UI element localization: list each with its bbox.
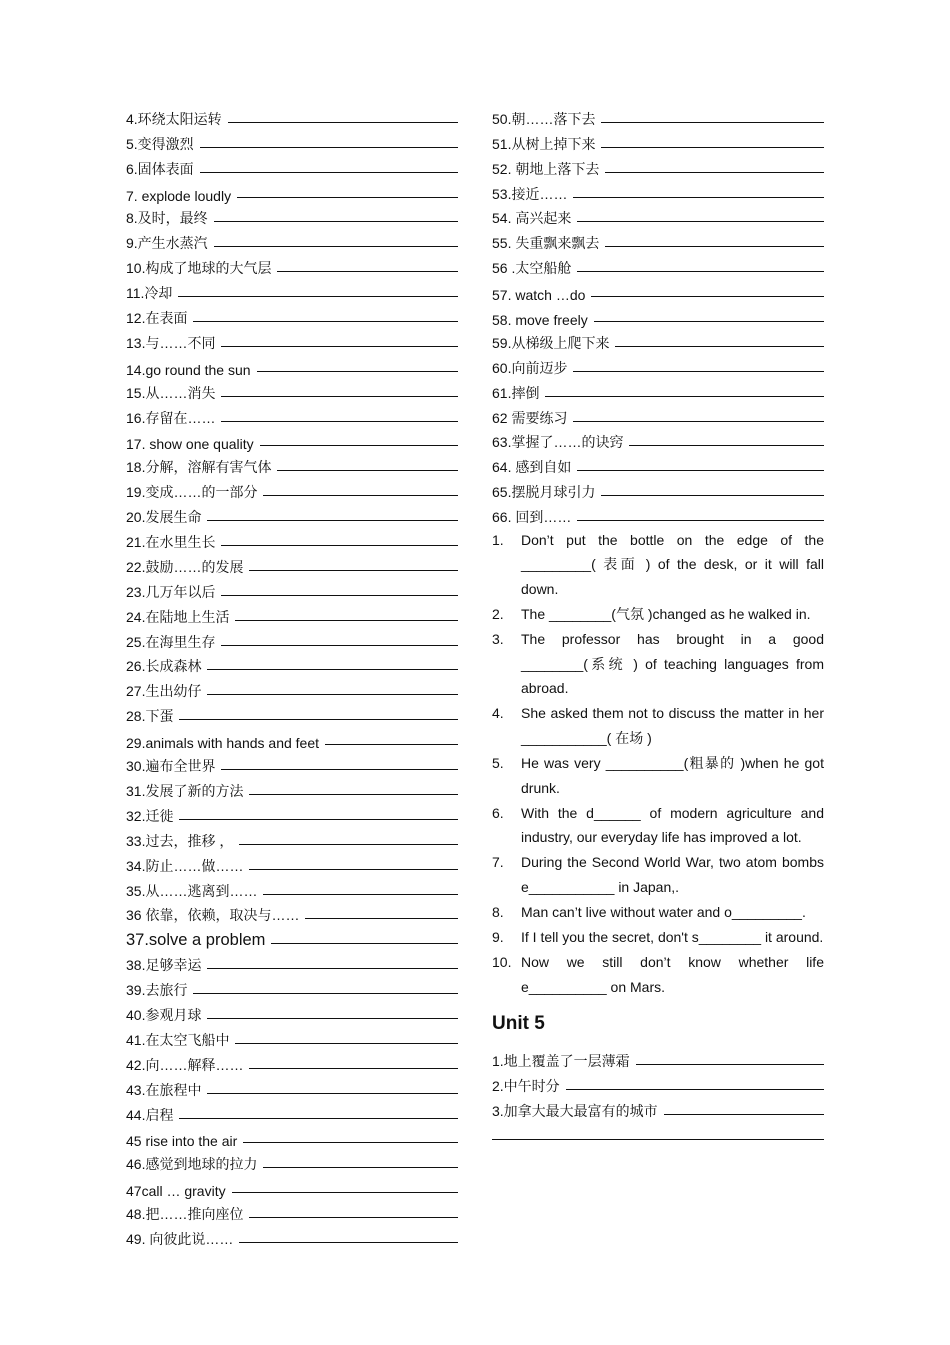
answer-blank[interactable] <box>249 794 458 795</box>
phrase-row <box>126 602 458 627</box>
sentence-item <box>492 950 824 999</box>
answer-blank[interactable] <box>260 445 458 446</box>
answer-blank[interactable] <box>594 321 824 322</box>
sentence-number: 5. <box>492 754 504 771</box>
phrase-row <box>126 776 458 801</box>
phrase-row <box>126 577 458 602</box>
phrase-row <box>126 104 458 129</box>
phrase-row <box>126 378 458 403</box>
sentence-item <box>492 602 824 627</box>
phrase-row <box>492 253 824 278</box>
sentence-item <box>492 801 824 850</box>
sentence-item <box>492 627 824 701</box>
phrase-label: 57. watch …do <box>492 287 586 304</box>
sentence-number: 1. <box>492 531 504 548</box>
answer-blank[interactable] <box>577 470 824 471</box>
sentence-text: During the Second World War, two atom bombs e___________ in Japan,. <box>521 854 824 895</box>
phrase-row <box>126 1025 458 1050</box>
phrase-row <box>492 477 824 502</box>
phrase-row <box>126 1000 458 1025</box>
unit-phrase-list <box>492 1046 824 1146</box>
phrase-label: 26.长成森林 <box>126 658 202 675</box>
answer-blank[interactable] <box>573 197 824 198</box>
phrase-row <box>126 876 458 901</box>
sentence-item <box>492 925 824 950</box>
phrase-label: 4.环绕太阳运转 <box>126 110 222 127</box>
answer-blank[interactable] <box>605 172 824 173</box>
phrase-row <box>492 1096 824 1121</box>
answer-blank[interactable] <box>263 1167 458 1168</box>
phrase-label: 49. 向彼此说…… <box>126 1230 234 1247</box>
answer-blank[interactable] <box>545 396 824 397</box>
phrase-label: 47call … gravity <box>126 1183 226 1200</box>
phrase-label: 46.感觉到地球的拉力 <box>126 1156 258 1173</box>
sentence-number: 7. <box>492 854 504 871</box>
answer-blank[interactable] <box>214 246 458 247</box>
phrase-label: 32.迁徙 <box>126 807 174 824</box>
phrase-label: 36 依靠，依赖，取决与…… <box>126 907 300 924</box>
phrase-label: 63.掌握了……的诀窍 <box>492 434 624 451</box>
answer-blank[interactable] <box>492 1139 824 1140</box>
phrase-label: 22.鼓励……的发展 <box>126 558 244 575</box>
answer-blank[interactable] <box>221 396 458 397</box>
answer-blank[interactable] <box>207 968 458 969</box>
phrase-row <box>126 154 458 179</box>
answer-blank[interactable] <box>179 1118 458 1119</box>
phrase-row <box>492 328 824 353</box>
answer-blank[interactable] <box>221 595 458 596</box>
phrase-label: 8.及时，最终 <box>126 210 208 227</box>
phrase-row <box>126 328 458 353</box>
phrase-row <box>126 228 458 253</box>
answer-blank[interactable] <box>243 1142 458 1143</box>
sentence-text: The professor has brought in a good ________(系统 ) of teaching languages from abroad. <box>521 631 824 697</box>
phrase-row <box>492 228 824 253</box>
phrase-row <box>126 1224 458 1249</box>
phrase-row <box>126 1199 458 1224</box>
sentence-number: 10. <box>492 954 512 971</box>
answer-blank[interactable] <box>566 1089 824 1090</box>
phrase-label: 10.构成了地球的大气层 <box>126 260 272 277</box>
answer-blank[interactable] <box>605 246 824 247</box>
sentence-text: She asked them not to discuss the matter in her ___________( 在场 ) <box>521 705 824 746</box>
phrase-label: 41.在太空飞船中 <box>126 1031 230 1048</box>
phrase-label: 21.在水里生长 <box>126 534 216 551</box>
answer-blank[interactable] <box>179 819 458 820</box>
phrase-label: 59.从梯级上爬下来 <box>492 334 610 351</box>
phrase-row <box>126 253 458 278</box>
phrase-label: 60.向前迈步 <box>492 359 568 376</box>
sentence-item <box>492 850 824 899</box>
answer-blank[interactable] <box>221 421 458 422</box>
phrase-row <box>126 701 458 726</box>
phrase-row <box>126 751 458 776</box>
phrase-label: 52. 朝地上落下去 <box>492 160 600 177</box>
phrase-label: 34.防止……做…… <box>126 857 244 874</box>
answer-blank[interactable] <box>200 172 458 173</box>
answer-blank[interactable] <box>207 669 458 670</box>
answer-blank[interactable] <box>305 918 458 919</box>
answer-blank[interactable] <box>249 1068 458 1069</box>
answer-blank[interactable] <box>221 545 458 546</box>
phrase-row <box>126 278 458 303</box>
phrase-label: 15.从……消失 <box>126 384 216 401</box>
phrase-label: 54. 高兴起来 <box>492 210 572 227</box>
phrase-row <box>492 1046 824 1071</box>
phrase-row <box>492 104 824 129</box>
phrase-row <box>492 403 824 428</box>
phrase-label: 6.固体表面 <box>126 160 194 177</box>
phrase-row <box>126 403 458 428</box>
sentence-text: He was very __________(粗暴的 )when he got drunk. <box>521 754 824 796</box>
phrase-row <box>126 851 458 876</box>
phrase-row <box>492 129 824 154</box>
phrase-label: 1.地上覆盖了一层薄霜 <box>492 1053 630 1070</box>
phrase-label: 33.过去，推移 ， <box>126 832 234 849</box>
phrase-row <box>492 428 824 453</box>
phrase-row <box>126 303 458 328</box>
phrase-row <box>492 378 824 403</box>
phrase-label: 24.在陆地上生活 <box>126 608 230 625</box>
phrase-row <box>492 452 824 477</box>
phrase-row <box>126 801 458 826</box>
answer-blank[interactable] <box>257 371 458 372</box>
sentence-item <box>492 528 824 602</box>
phrase-label: 51.从树上掉下来 <box>492 135 596 152</box>
phrase-row <box>492 353 824 378</box>
phrase-row <box>126 1075 458 1100</box>
phrase-label: 18.分解，溶解有害气体 <box>126 459 272 476</box>
phrase-row <box>126 1174 458 1199</box>
answer-blank[interactable] <box>325 744 458 745</box>
answer-blank[interactable] <box>249 869 458 870</box>
sentence-number: 2. <box>492 605 504 622</box>
phrase-row <box>126 1125 458 1150</box>
answer-blank[interactable] <box>615 346 824 347</box>
answer-blank[interactable] <box>221 769 458 770</box>
phrase-row <box>126 950 458 975</box>
answer-blank[interactable] <box>629 445 824 446</box>
phrase-label: 58. move freely <box>492 312 588 329</box>
phrase-row <box>492 502 824 527</box>
sentence-text: If I tell you the secret, don't s________ it around. <box>521 929 824 946</box>
answer-blank[interactable] <box>577 271 824 272</box>
phrase-row <box>126 452 458 477</box>
phrase-label: 28.下蛋 <box>126 708 174 725</box>
phrase-row <box>126 826 458 851</box>
phrase-label: 20.发展生命 <box>126 509 202 526</box>
answer-blank[interactable] <box>577 221 824 222</box>
phrase-label: 53.接近…… <box>492 185 568 202</box>
phrase-label: 12.在表面 <box>126 310 188 327</box>
answer-blank[interactable] <box>235 620 458 621</box>
answer-blank[interactable] <box>664 1114 824 1115</box>
phrase-label: 31.发展了新的方法 <box>126 782 244 799</box>
answer-blank[interactable] <box>232 1192 458 1193</box>
phrase-label: 14.go round the sun <box>126 361 251 378</box>
sentence-number: 4. <box>492 705 504 722</box>
answer-blank[interactable] <box>249 1217 458 1218</box>
answer-blank[interactable] <box>178 296 458 297</box>
sentence-text: Man can’t live without water and o_________. <box>521 904 806 921</box>
answer-blank[interactable] <box>207 694 458 695</box>
sentence-number: 3. <box>492 631 504 648</box>
phrase-row <box>126 552 458 577</box>
phrase-label: 66. 回到…… <box>492 509 572 526</box>
answer-blank[interactable] <box>214 221 458 222</box>
phrase-row <box>126 428 458 453</box>
phrase-row <box>126 676 458 701</box>
sentence-item <box>492 701 824 750</box>
answer-blank[interactable] <box>636 1064 824 1065</box>
sentence-text: Don’t put the bottle on the edge of the _________( 表面 ) of the desk, or it will fall down. <box>521 531 824 597</box>
phrase-label: 39.去旅行 <box>126 982 188 999</box>
answer-blank[interactable] <box>271 943 458 944</box>
phrase-label: 40.参观月球 <box>126 1006 202 1023</box>
phrase-row <box>126 726 458 751</box>
sentence-text: Now we still don’t know whether life e__________ on Mars. <box>521 954 824 995</box>
answer-blank[interactable] <box>207 1018 458 1019</box>
sentence-text: With the d______ of modern agriculture and industry, our everyday life has improved a lot. <box>521 804 824 846</box>
phrase-list-right <box>492 104 824 527</box>
answer-blank[interactable] <box>263 894 458 895</box>
phrase-label: 3.加拿大最大最富有的城市 <box>492 1103 658 1120</box>
phrase-row <box>492 1121 824 1146</box>
phrase-label: 50.朝……落下去 <box>492 110 596 127</box>
phrase-label: 56 .太空船舱 <box>492 260 572 277</box>
answer-blank[interactable] <box>237 197 458 198</box>
phrase-label: 19.变成……的一部分 <box>126 484 258 501</box>
answer-blank[interactable] <box>601 147 824 148</box>
phrase-label: 43.在旅程中 <box>126 1081 202 1098</box>
phrase-row <box>492 204 824 229</box>
answer-blank[interactable] <box>591 296 824 297</box>
answer-blank[interactable] <box>239 844 458 845</box>
phrase-row <box>126 925 458 950</box>
phrase-label: 30.遍布全世界 <box>126 758 216 775</box>
phrase-label: 62 需要练习 <box>492 409 568 426</box>
sentence-number: 6. <box>492 804 504 821</box>
phrase-label: 45 rise into the air <box>126 1133 238 1150</box>
answer-blank[interactable] <box>200 147 458 148</box>
sentence-exercises <box>492 528 824 1000</box>
phrase-label: 48.把……推向座位 <box>126 1206 244 1223</box>
answer-blank[interactable] <box>573 371 824 372</box>
phrase-row <box>126 353 458 378</box>
phrase-label: 37.solve a problem <box>126 931 266 950</box>
answer-blank[interactable] <box>277 271 458 272</box>
answer-blank[interactable] <box>221 645 458 646</box>
sentence-text: The ________(气氛 )changed as he walked in. <box>521 605 811 622</box>
phrase-label: 38.足够幸运 <box>126 957 202 974</box>
phrase-row <box>492 179 824 204</box>
phrase-label: 44.启程 <box>126 1106 174 1123</box>
phrase-row <box>492 303 824 328</box>
phrase-label: 27.生出幼仔 <box>126 683 202 700</box>
phrase-label: 61.摔倒 <box>492 384 540 401</box>
left-column <box>126 104 458 1249</box>
phrase-row <box>126 477 458 502</box>
answer-blank[interactable] <box>207 1093 458 1094</box>
phrase-row <box>492 1071 824 1096</box>
phrase-row <box>126 502 458 527</box>
phrase-label: 64. 感到自如 <box>492 459 572 476</box>
answer-blank[interactable] <box>239 1242 458 1243</box>
phrase-row <box>126 652 458 677</box>
phrase-label: 17. show one quality <box>126 436 254 453</box>
answer-blank[interactable] <box>249 570 458 571</box>
phrase-label: 29.animals with hands and feet <box>126 735 320 752</box>
phrase-label: 13.与……不同 <box>126 334 216 351</box>
sentence-item <box>492 900 824 925</box>
phrase-row <box>126 1149 458 1174</box>
answer-blank[interactable] <box>601 495 824 496</box>
phrase-label: 5.变得激烈 <box>126 135 194 152</box>
phrase-label: 11.冷却 <box>126 285 173 302</box>
sentence-number: 8. <box>492 904 504 921</box>
phrase-row <box>126 204 458 229</box>
phrase-row <box>126 627 458 652</box>
phrase-label: 16.存留在…… <box>126 409 216 426</box>
phrase-label: 25.在海里生存 <box>126 633 216 650</box>
answer-blank[interactable] <box>573 421 824 422</box>
answer-blank[interactable] <box>601 122 824 123</box>
answer-blank[interactable] <box>577 520 824 521</box>
phrase-label: 35.从……逃离到…… <box>126 882 258 899</box>
phrase-row <box>126 129 458 154</box>
phrase-label: 2.中午时分 <box>492 1078 560 1095</box>
phrase-row <box>126 1100 458 1125</box>
phrase-label: 55. 失重飘来飘去 <box>492 235 600 252</box>
answer-blank[interactable] <box>179 719 458 720</box>
phrase-label: 9.产生水蒸汽 <box>126 235 208 252</box>
unit-heading: Unit 5 <box>492 1013 545 1035</box>
phrase-row <box>126 527 458 552</box>
sentence-number: 9. <box>492 929 504 946</box>
answer-blank[interactable] <box>277 470 458 471</box>
phrase-row <box>492 154 824 179</box>
phrase-label: 7. explode loudly <box>126 187 232 204</box>
answer-blank[interactable] <box>193 321 458 322</box>
phrase-label: 23.几万年以后 <box>126 583 216 600</box>
phrase-row <box>492 278 824 303</box>
phrase-row <box>126 901 458 926</box>
phrase-row <box>126 179 458 204</box>
answer-blank[interactable] <box>228 122 458 123</box>
phrase-row <box>126 975 458 1000</box>
answer-blank[interactable] <box>221 346 458 347</box>
phrase-row <box>126 1050 458 1075</box>
answer-blank[interactable] <box>263 495 458 496</box>
answer-blank[interactable] <box>207 520 458 521</box>
answer-blank[interactable] <box>235 1043 458 1044</box>
phrase-label: 42.向……解释…… <box>126 1056 244 1073</box>
right-column <box>492 104 824 1146</box>
phrase-label: 65.摆脱月球引力 <box>492 484 596 501</box>
answer-blank[interactable] <box>193 993 458 994</box>
sentence-item <box>492 751 824 800</box>
